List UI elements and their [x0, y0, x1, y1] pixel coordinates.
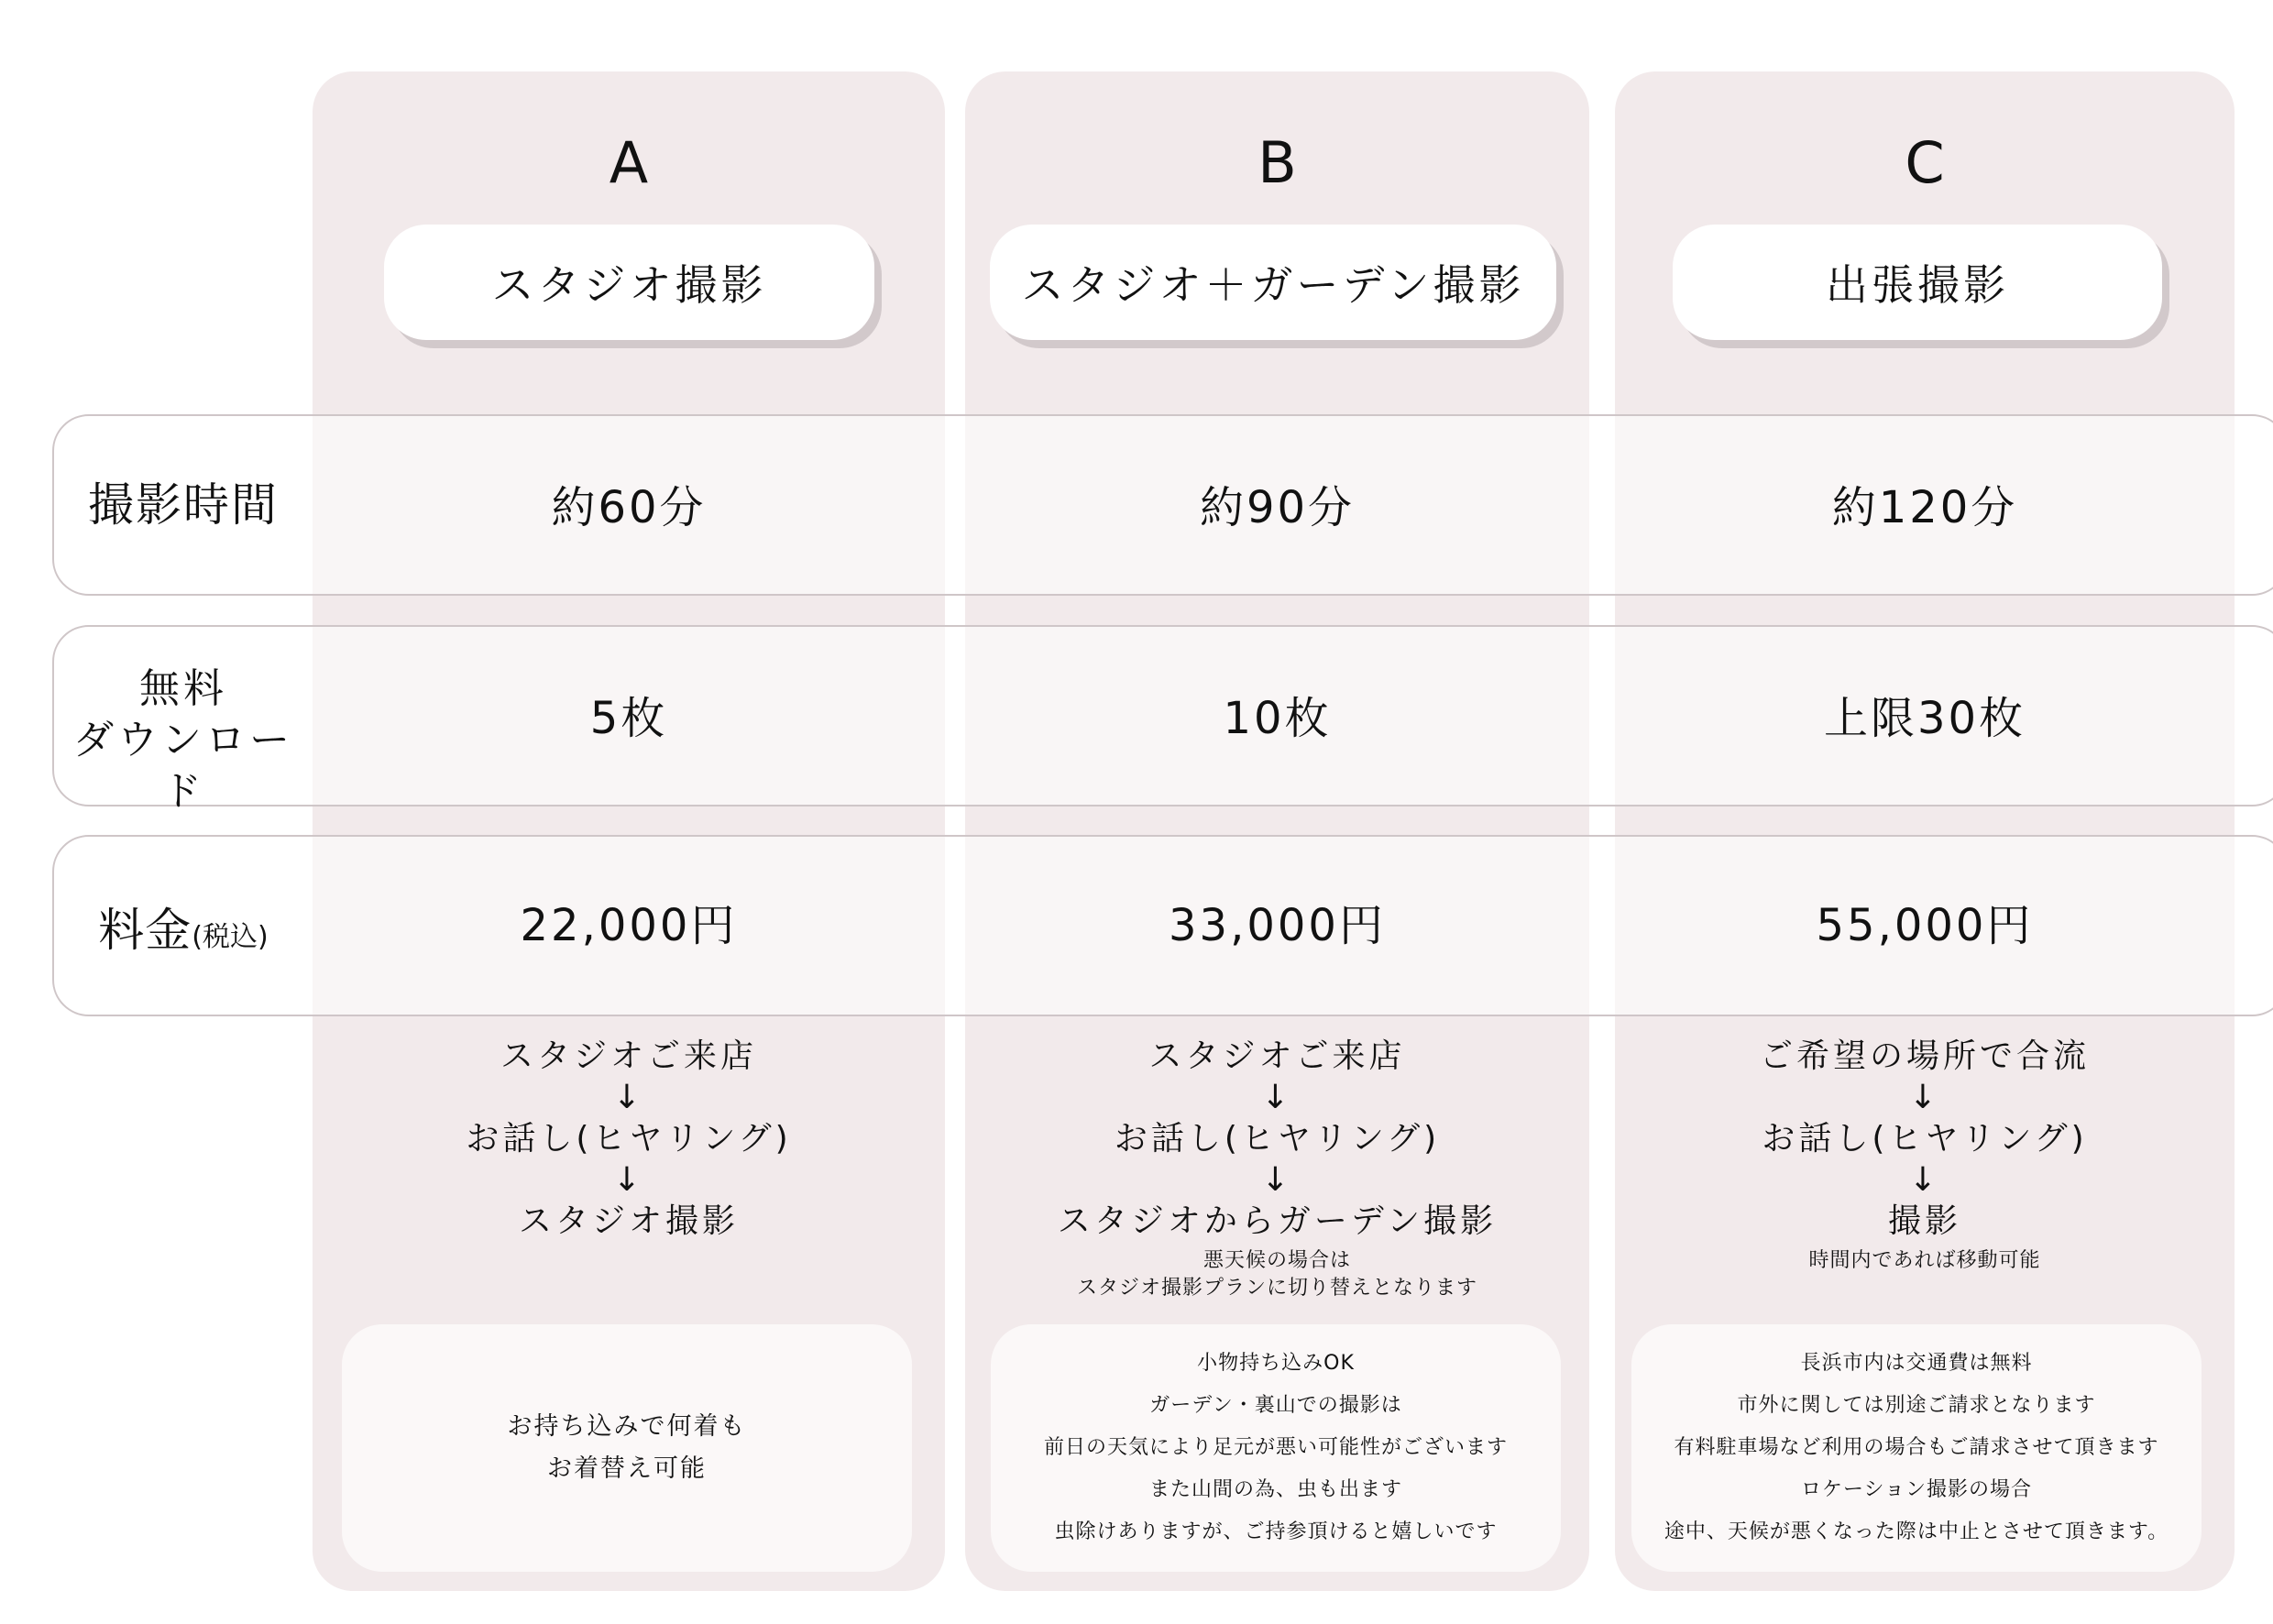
- notes-line: 虫除けありますが、ご持参頂けると嬉しいです: [1054, 1520, 1498, 1543]
- row-label-price-sub: (税込): [192, 921, 269, 953]
- notes-line: 前日の天気により足元が悪い可能性がございます: [1043, 1436, 1508, 1459]
- notes-line: お持ち込みで何着も: [507, 1412, 747, 1441]
- flow-arrow: ↓: [612, 1079, 645, 1116]
- notes-line: お着替え可能: [547, 1454, 707, 1483]
- flow-step: お話し(ヒヤリング): [466, 1120, 792, 1158]
- flow-step: ご希望の場所で合流: [1759, 1037, 2090, 1075]
- flow-step: お話し(ヒヤリング): [1762, 1120, 2088, 1158]
- downloads-value-c: 上限30枚: [1823, 693, 2026, 744]
- duration-value-b: 約90分: [1199, 482, 1356, 533]
- price-value-b: 33,000円: [1169, 900, 1386, 951]
- downloads-value-a: 5枚: [589, 693, 668, 744]
- flow-step: スタジオご来店: [500, 1037, 757, 1075]
- flow-note-line: 時間内であれば移動可能: [1808, 1249, 2041, 1272]
- flow-step: お話し(ヒヤリング): [1114, 1120, 1441, 1158]
- flow-arrow: ↓: [1261, 1079, 1293, 1116]
- plan-letter-b: B: [1257, 129, 1297, 196]
- flow-arrow: ↓: [612, 1161, 645, 1199]
- flow-note: [1615, 1247, 2235, 1275]
- row-label-duration: 撮影時間: [88, 478, 279, 532]
- price-value-a: 22,000円: [520, 900, 738, 951]
- notes-line: 途中、天候が悪くなった際は中止とさせて頂きます。: [1664, 1520, 2169, 1543]
- notes-line: 有料駐車場など利用の場合もご請求させて頂きます: [1674, 1436, 2159, 1459]
- flow-c: [1615, 1036, 2235, 1275]
- flow-a: [313, 1036, 945, 1242]
- flow-note-line: 悪天候の場合は: [1202, 1249, 1351, 1272]
- duration-value-a: 約60分: [551, 482, 707, 533]
- flow-step: スタジオご来店: [1148, 1037, 1406, 1075]
- price-value-c: 55,000円: [1816, 900, 2034, 951]
- flow-arrow: ↓: [1908, 1079, 1941, 1116]
- notes-line: また山間の為、虫も出ます: [1148, 1478, 1402, 1501]
- downloads-value-b: 10枚: [1223, 693, 1332, 744]
- notes-line: 小物持ち込みOK: [1197, 1352, 1355, 1375]
- plan-letter-a: A: [609, 129, 649, 196]
- flow-note-line: スタジオ撮影プランに切り替えとなります: [1076, 1277, 1477, 1300]
- notes-line: ロケーション撮影の場合: [1800, 1478, 2033, 1501]
- notes-line: 長浜市内は交通費は無料: [1800, 1352, 2033, 1375]
- plan-letter-c: C: [1905, 129, 1945, 196]
- flow-step: スタジオ撮影: [518, 1202, 739, 1240]
- flow-step: 撮影: [1887, 1202, 1961, 1240]
- notes-box-b: [991, 1324, 1561, 1572]
- flow-note: [965, 1247, 1589, 1302]
- flow-b: [965, 1036, 1589, 1302]
- notes-line: 市外に関しては別途ご請求となります: [1737, 1394, 2096, 1417]
- flow-step: スタジオからガーデン撮影: [1057, 1202, 1498, 1240]
- plan-name-c: 出張撮影: [1673, 225, 2162, 340]
- notes-line: ガーデン・裏山での撮影は: [1149, 1394, 1402, 1417]
- row-label-downloads-line1: 無料: [139, 665, 227, 712]
- plan-name-b: スタジオ＋ガーデン撮影: [990, 225, 1556, 340]
- row-label-downloads-line2: ダウンロード: [73, 717, 293, 815]
- notes-box-a: [342, 1324, 912, 1572]
- row-label-downloads: [55, 664, 312, 817]
- flow-arrow: ↓: [1908, 1161, 1941, 1199]
- plan-name-a: スタジオ撮影: [384, 225, 874, 340]
- row-label-price: [55, 900, 312, 968]
- row-label-price-main: 料金: [98, 904, 192, 957]
- duration-value-c: 約120分: [1831, 482, 2018, 533]
- notes-box-c: [1631, 1324, 2202, 1572]
- flow-arrow: ↓: [1261, 1161, 1293, 1199]
